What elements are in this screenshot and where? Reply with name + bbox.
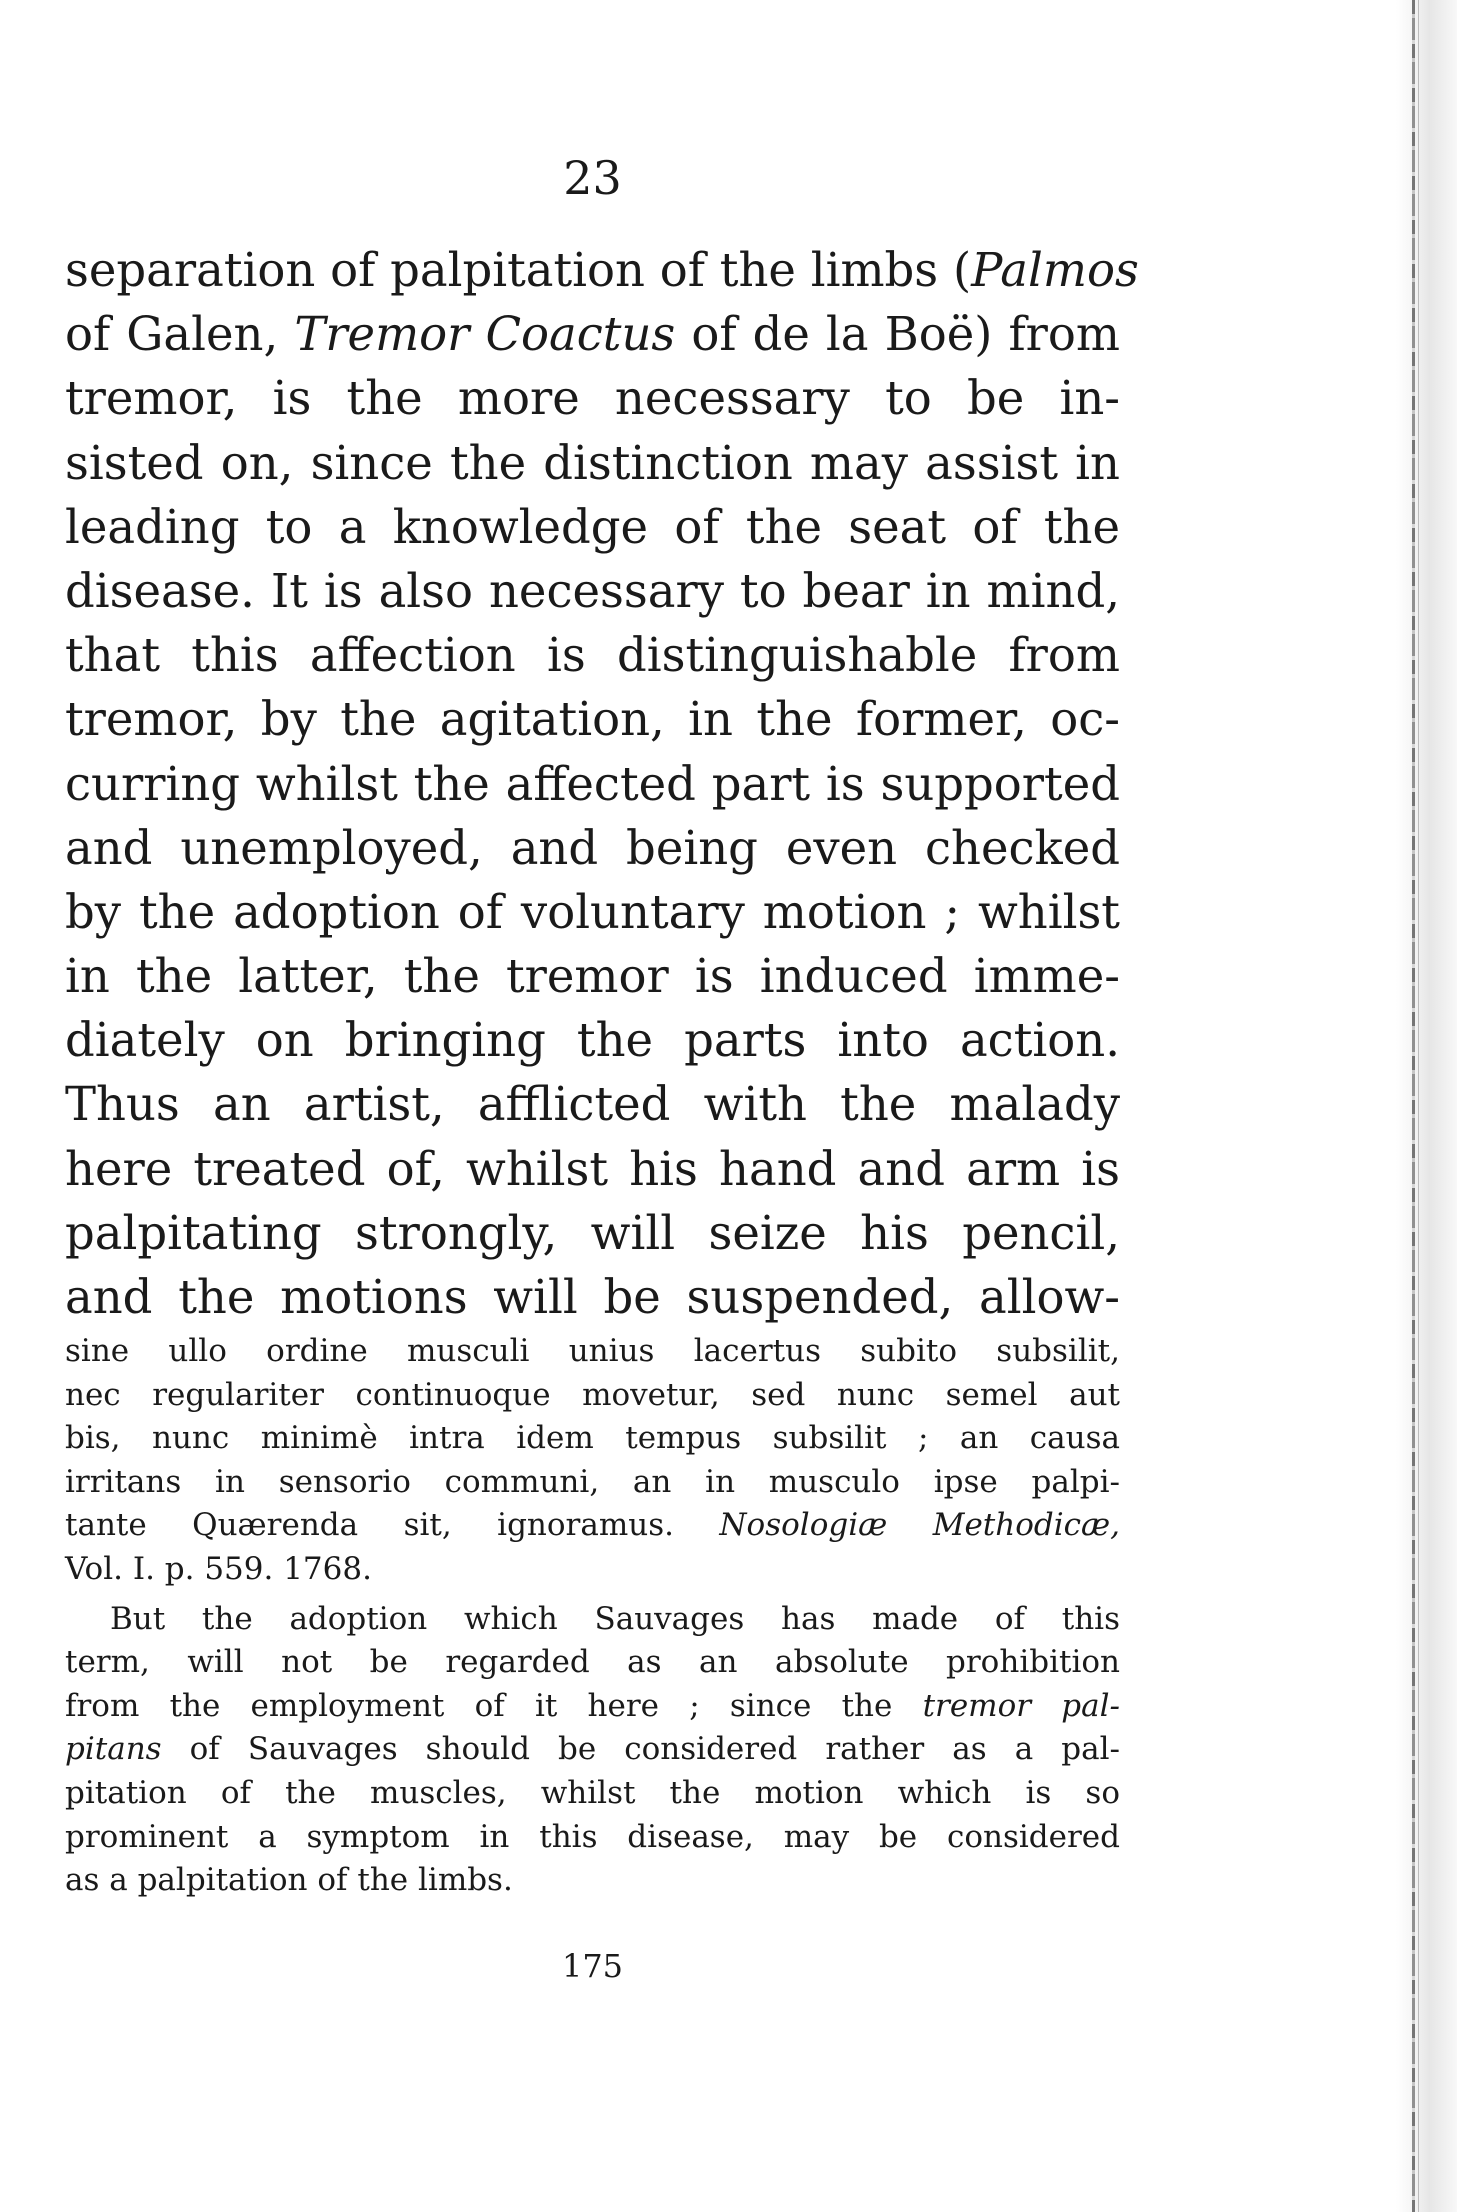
text-line: of Galen, Tremor Coactus of de la Boë) from [65, 307, 1120, 362]
footnote-line: as a palpitation of the limbs. [65, 1862, 513, 1899]
text-line: separation of palpitation of the limbs (Palmos [65, 243, 1139, 297]
text-line: disease. It is also necessary to bear in mind, [65, 563, 1120, 618]
main-text [65, 238, 1139, 1329]
text-line: leading to a knowledge of the seat of the [65, 499, 1120, 554]
footnote-line: tante Quærenda sit, ignoramus. Nosologiæ Methodicæ, [65, 1507, 1120, 1544]
text-line: and the motions will be suspended, allow- [65, 1270, 1120, 1324]
footnote-line: Vol. I. p. 559. 1768. [65, 1550, 372, 1587]
text-line: diately on bringing the parts into action. [65, 1013, 1120, 1068]
footnote-line: nec regulariter continuoque movetur, sed nunc semel aut [65, 1376, 1120, 1413]
footnote-line: from the employment of it here ; since the tremor pal- [65, 1687, 1120, 1724]
binding-edge-thin [1418, 0, 1419, 2212]
text-line: curring whilst the affected part is supported [65, 756, 1120, 811]
footnote [65, 1330, 1120, 1903]
text-line: Thus an artist, afflicted with the malady [65, 1077, 1120, 1132]
signature-mark: 175 [561, 1947, 624, 1985]
footnote-line: sine ullo ordine musculi unius lacertus subito subsilit, [65, 1333, 1120, 1369]
text-line: tremor, is the more necessary to be in- [65, 371, 1120, 426]
footnote-line: But the adoption which Sauvages has made of this [110, 1600, 1120, 1637]
text-line: here treated of, whilst his hand and arm is [65, 1141, 1120, 1196]
footnote-line: bis, nunc minimè intra idem tempus subsilit ; an causa [65, 1420, 1120, 1457]
text-line: by the adoption of voluntary motion ; whilst [65, 884, 1120, 939]
text-line: sisted on, since the distinction may assist in [65, 435, 1120, 490]
page-number: 23 [563, 151, 622, 205]
footnote-line: term, will not be regarded as an absolute prohibition [65, 1644, 1120, 1681]
text-line: and unemployed, and being even checked [65, 820, 1120, 875]
binding-gutter [1396, 0, 1457, 2212]
text-line: that this affection is distinguishable from [65, 628, 1120, 683]
binding-edge [1412, 0, 1415, 2212]
text-line: tremor, by the agitation, in the former, oc- [65, 692, 1120, 747]
footnote-line: prominent a symptom in this disease, may be considered [65, 1818, 1120, 1855]
text-line: in the latter, the tremor is induced imme- [65, 949, 1120, 1004]
footnote-line: pitans of Sauvages should be considered rather as a pal- [65, 1731, 1120, 1768]
footnote-line: pitation of the muscles, whilst the motion which is so [65, 1774, 1120, 1811]
footnote-line: irritans in sensorio communi, an in musculo ipse palpi- [65, 1463, 1120, 1500]
text-line: palpitating strongly, will seize his pencil, [65, 1205, 1120, 1260]
